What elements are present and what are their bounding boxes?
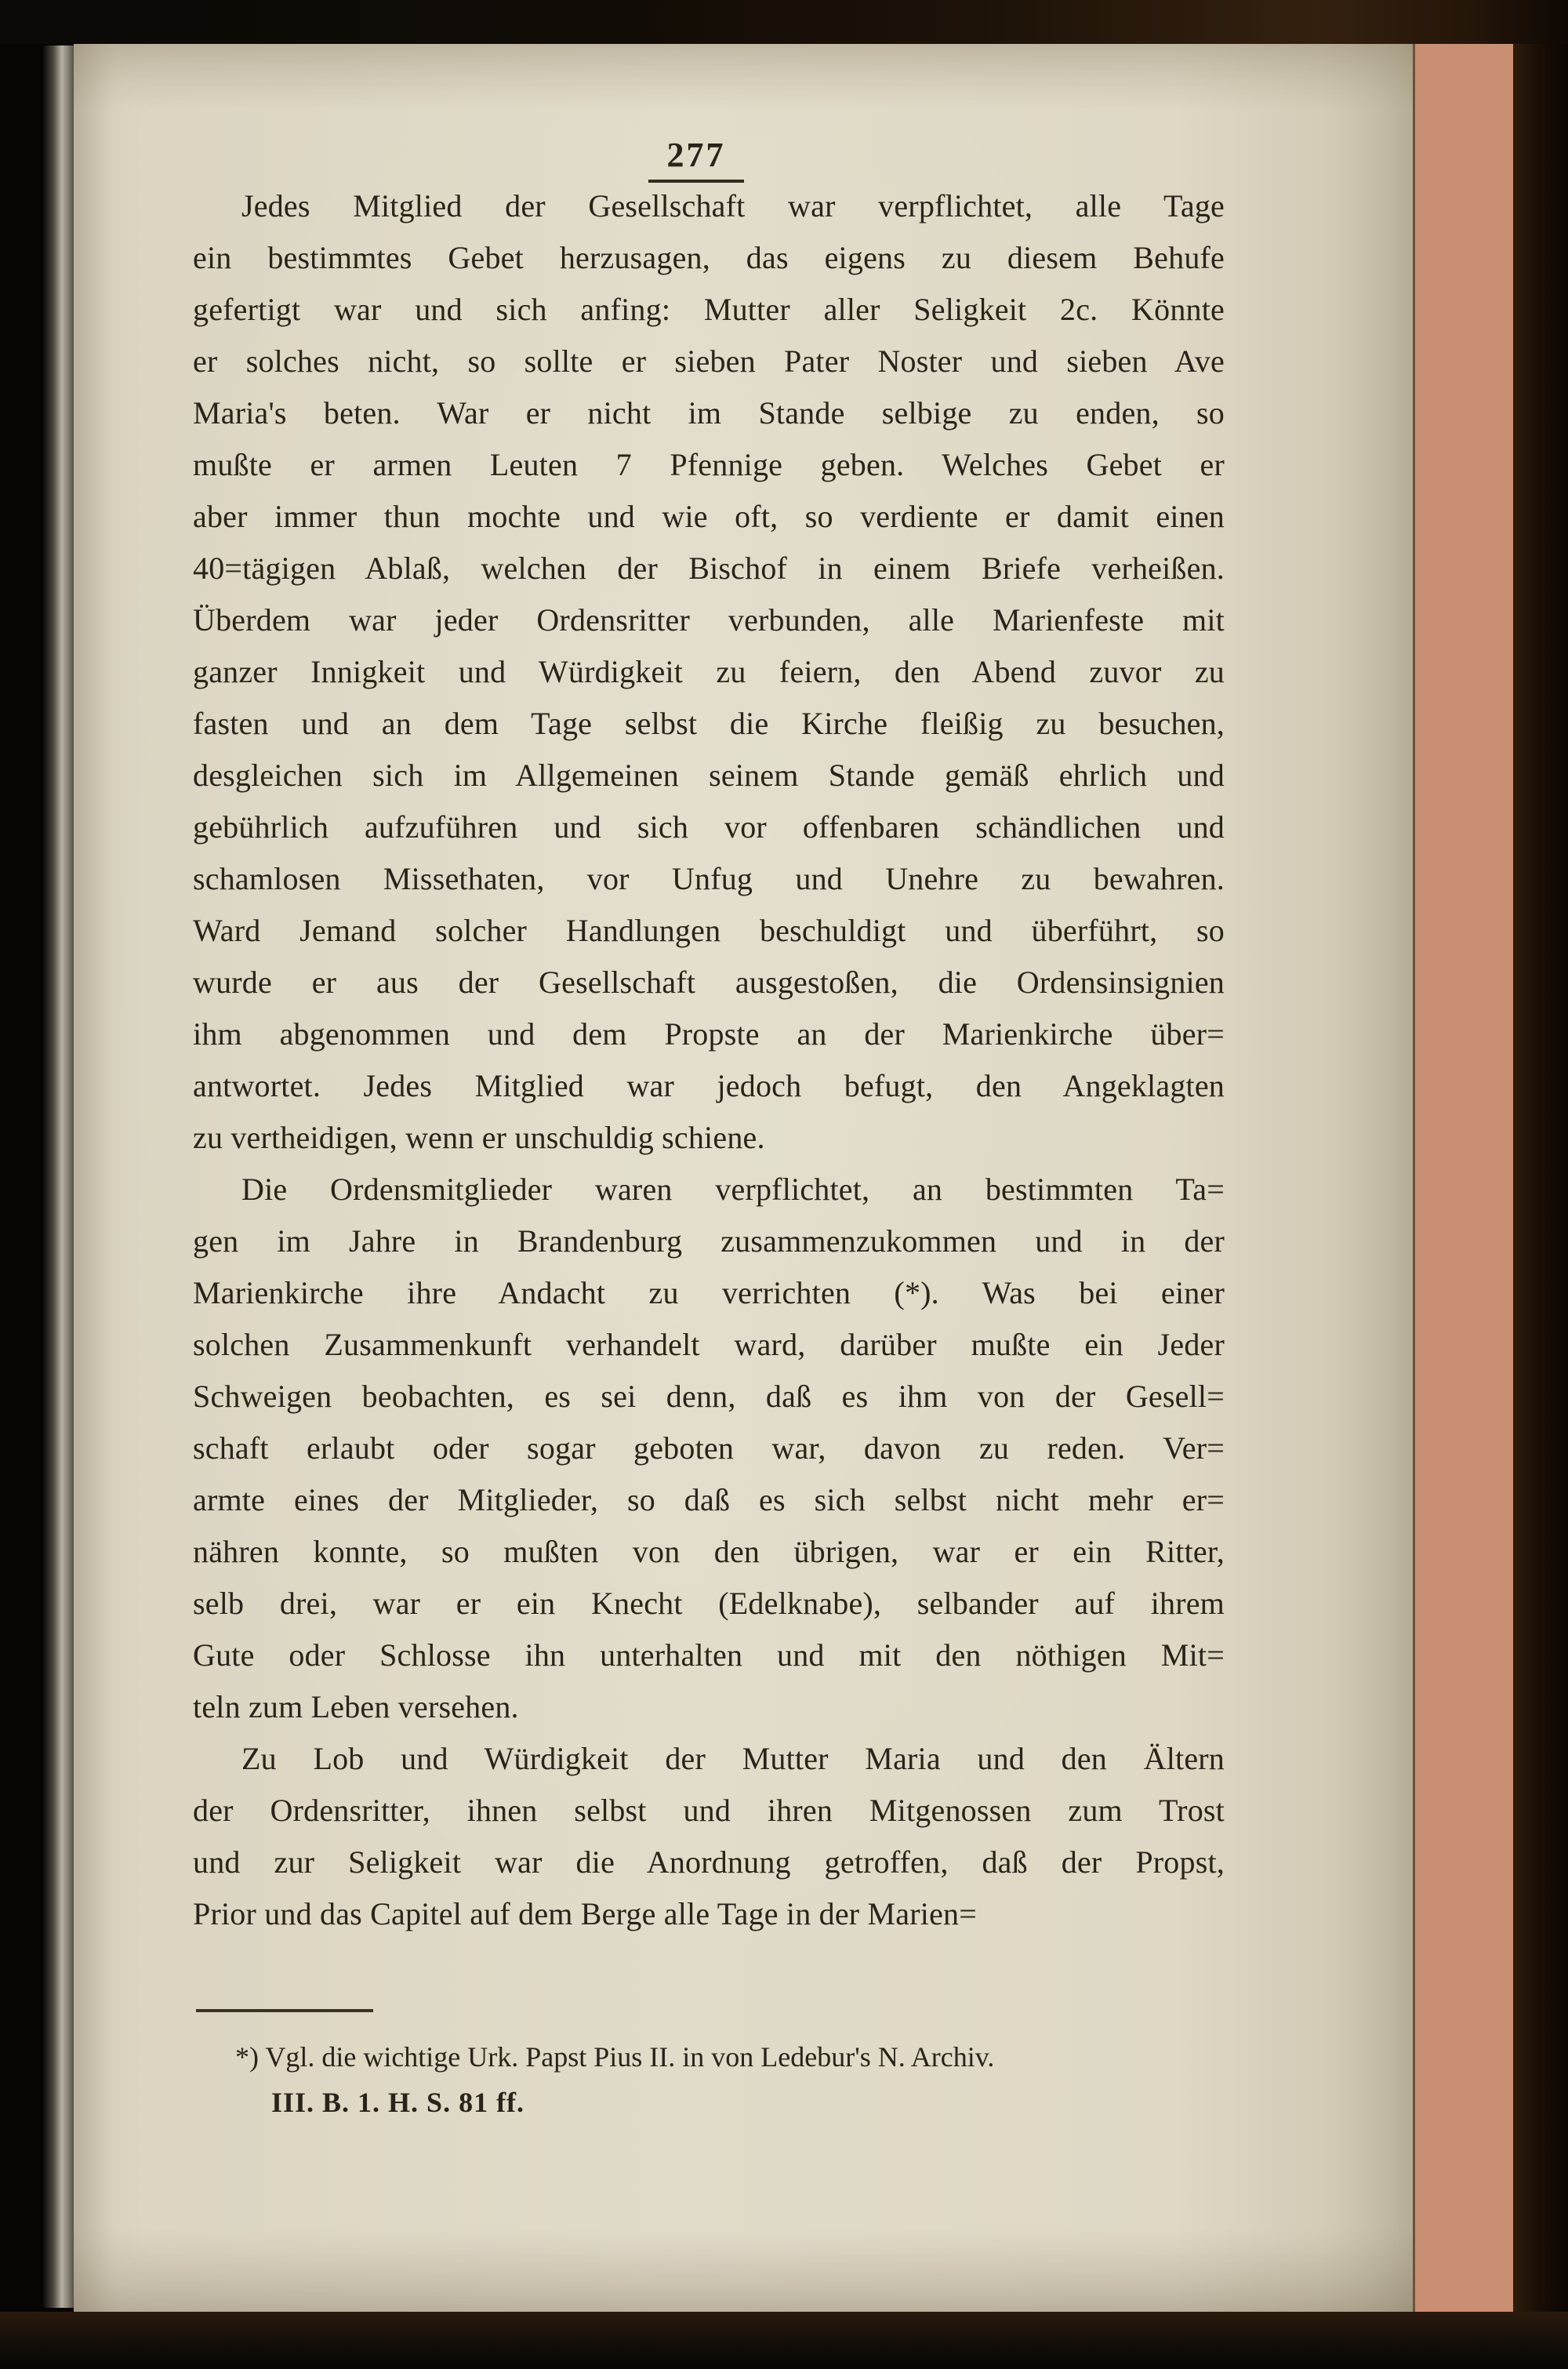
text-line: Schweigen beobachten, es sei denn, daß es ihm von der Gesell= <box>193 1379 1225 1414</box>
text-line: mußte er armen Leuten 7 Pfennige geben. Welches Gebet er <box>193 447 1225 482</box>
book-binding-bottom <box>0 2312 1568 2369</box>
text-line: Zu Lob und Würdigkeit der Mutter Maria und den Ältern <box>241 1741 1225 1776</box>
text-line: teln zum Leben versehen. <box>193 1689 519 1724</box>
text-line: er solches nicht, so sollte er sieben Pater Noster und sieben Ave <box>193 343 1225 379</box>
page-header <box>618 135 775 183</box>
text-line: Maria's beten. War er nicht im Stande selbige zu enden, so <box>193 395 1225 431</box>
text-line: ihm abgenommen und dem Propste an der Marienkirche über= <box>193 1016 1225 1052</box>
footnote <box>235 2034 1223 2125</box>
text-line: Gute oder Schlosse ihn unterhalten und mit den nöthigen Mit= <box>193 1637 1225 1673</box>
text-line: armte eines der Mitglieder, so daß es sich selbst nicht mehr er= <box>193 1482 1225 1517</box>
book-binding-top <box>0 0 1568 44</box>
text-line: ganzer Innigkeit und Würdigkeit zu feiern, den Abend zuvor zu <box>193 654 1225 689</box>
text-line: fasten und an dem Tage selbst die Kirche fleißig zu besuchen, <box>193 706 1225 741</box>
paragraph <box>193 1733 1225 1940</box>
text-line: Prior und das Capitel auf dem Berge alle Tage in der Marien= <box>193 1896 977 1931</box>
text-line: antwortet. Jedes Mitglied war jedoch befugt, den Angeklagten <box>193 1068 1225 1103</box>
book-spine <box>1513 0 1568 2369</box>
text-line: gen im Jahre in Brandenburg zusammenzukommen und in der <box>193 1223 1225 1259</box>
text-line: ein bestimmtes Gebet herzusagen, das eigens zu diesem Behufe <box>193 240 1225 275</box>
text-line: nähren konnte, so mußten von den übrigen, war er ein Ritter, <box>193 1534 1225 1569</box>
text-line: 40=tägigen Ablaß, welchen der Bischof in einem Briefe verheißen. <box>193 550 1225 586</box>
footnote-rule <box>196 2009 373 2012</box>
page-number: 277 <box>666 136 726 174</box>
text-line: selb drei, war er ein Knecht (Edelknabe), selbander auf ihrem <box>193 1586 1225 1621</box>
gutter-page-edge <box>42 45 74 2308</box>
text-line: zu vertheidigen, wenn er unschuldig schiene. <box>193 1120 765 1155</box>
text-line: Marienkirche ihre Andacht zu verrichten (*). Was bei einer <box>193 1275 1225 1310</box>
text-line: Die Ordensmitglieder waren verpflichtet, an bestimmten Ta= <box>241 1172 1225 1207</box>
text-line: wurde er aus der Gesellschaft ausgestoßen, die Ordensinsignien <box>193 965 1225 1000</box>
text-line: Ward Jemand solcher Handlungen beschuldigt und überführt, so <box>193 913 1225 948</box>
text-line: Jedes Mitglied der Gesellschaft war verpflichtet, alle Tage <box>241 188 1225 223</box>
book-page <box>74 42 1413 2320</box>
text-line: aber immer thun mochte und wie oft, so verdiente er damit einen <box>193 499 1225 534</box>
text-line: gefertigt war und sich anfing: Mutter aller Seligkeit 2c. Könnte <box>193 292 1225 327</box>
page-fore-edge <box>1413 33 1517 2332</box>
text-line: schamlosen Missethaten, vor Unfug und Unehre zu bewahren. <box>193 861 1225 896</box>
text-line: der Ordensritter, ihnen selbst und ihren Mitgenossen zum Trost <box>193 1793 1225 1828</box>
text-line: und zur Seligkeit war die Anordnung getroffen, daß der Propst, <box>193 1844 1225 1880</box>
footnote-line: III. B. 1. H. S. 81 ff. <box>271 2087 525 2118</box>
text-line: Überdem war jeder Ordensritter verbunden, alle Marienfeste mit <box>193 602 1225 638</box>
body-text <box>193 180 1225 1940</box>
paragraph <box>193 180 1225 1164</box>
text-line: schaft erlaubt oder sogar geboten war, davon zu reden. Ver= <box>193 1430 1225 1466</box>
paragraph <box>193 1164 1225 1733</box>
text-line: desgleichen sich im Allgemeinen seinem Stande gemäß ehrlich und <box>193 758 1225 793</box>
footnote-line: *) Vgl. die wichtige Urk. Papst Pius II. in von Ledebur's N. Archiv. <box>235 2041 995 2073</box>
text-line: gebührlich aufzuführen und sich vor offenbaren schändlichen und <box>193 809 1225 845</box>
text-line: solchen Zusammenkunft verhandelt ward, darüber mußte ein Jeder <box>193 1327 1225 1362</box>
